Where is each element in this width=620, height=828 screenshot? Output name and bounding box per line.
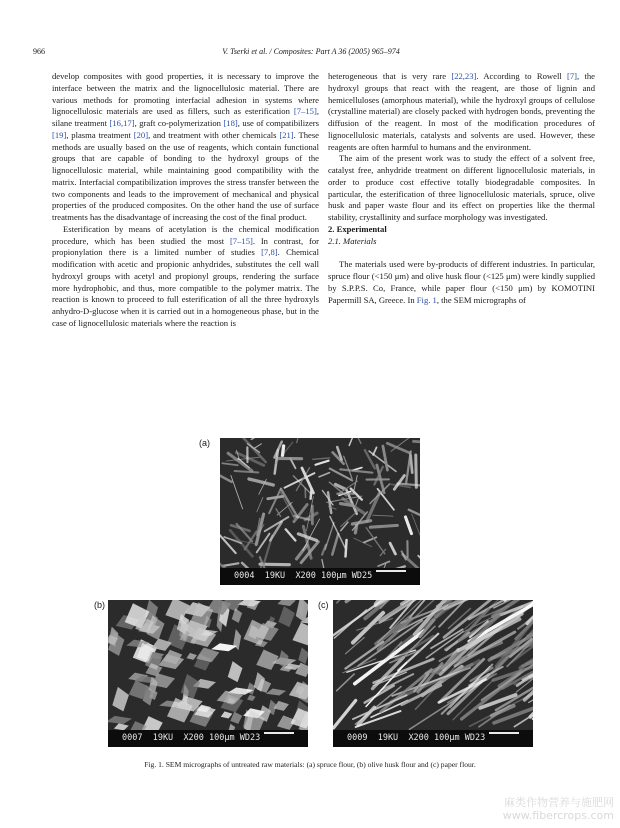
section-heading: 2. Experimental — [328, 223, 387, 234]
particle-shape — [295, 663, 308, 677]
subsection-heading: 2.1. Materials — [328, 235, 377, 246]
particle-shape — [232, 608, 242, 623]
particle-shape — [112, 687, 129, 712]
running-title: V. Tserki et al. / Composites: Part A 36 (2005) 965–974 — [222, 47, 400, 56]
fibre-shape — [322, 560, 328, 568]
fibre-shape — [431, 629, 463, 648]
particle-shape — [247, 695, 256, 701]
panel-label: (b) — [94, 600, 105, 610]
right-column — [328, 71, 595, 306]
particle-shape — [228, 661, 243, 682]
fibre-shape — [319, 473, 329, 477]
particle-shape — [298, 647, 308, 664]
watermark: 麻类作物营养与施肥网 www.fibercrops.com — [502, 796, 614, 822]
citation-link[interactable]: [20] — [133, 129, 149, 140]
fibre-shape — [337, 674, 354, 691]
fibre-shape — [286, 529, 296, 540]
particle-shape — [221, 711, 233, 718]
fibre-shape — [248, 444, 260, 453]
particle-shape — [244, 620, 270, 646]
panel-label: (a) — [199, 438, 210, 448]
fibre-shape — [416, 455, 417, 487]
micrograph-texture — [333, 600, 533, 730]
paragraph: heterogeneous that is very rare [22,23]. According to Rowell [7], the hydroxyl groups that react with the reagent, are those of lignin and hemicelluloses (amorphous material), while the hydroxyl groups of cellulose (crystalline material) are closely packed with hydrogen bonds, preventing the diffusion of the reagent. In most of the modification procedures of lignocellulosic materials, catalysts and solvents are used. However, these reagents are often harmful to humans and the environment. — [328, 71, 595, 152]
fibre-shape — [409, 510, 420, 524]
fibre-shape — [268, 496, 283, 498]
fibre-shape — [222, 463, 237, 465]
fibre-shape — [220, 467, 232, 482]
fibre-shape — [367, 493, 380, 521]
fibre-shape — [316, 461, 329, 465]
citation-link[interactable]: [22,23] — [451, 71, 477, 81]
fibre-shape — [257, 497, 263, 511]
micrograph-scalebar: 0009 19KU X200 100μm WD23 — [333, 730, 533, 747]
citation-link[interactable]: [19] — [52, 129, 67, 140]
fibre-shape — [249, 479, 273, 485]
fibre-shape — [283, 446, 284, 455]
citation-link[interactable]: [18] — [223, 118, 238, 128]
fibre-shape — [337, 600, 373, 603]
fibre-shape — [390, 543, 395, 554]
scale-bar — [264, 732, 294, 734]
particle-shape — [277, 600, 295, 606]
citation-link[interactable]: [7–15] — [293, 106, 317, 117]
fibre-shape — [405, 517, 411, 534]
fibre-shape — [235, 471, 259, 472]
fibre-shape — [254, 444, 261, 449]
citation-link[interactable]: [7] — [567, 71, 578, 81]
fibre-shape — [353, 695, 407, 719]
fibre-shape — [530, 681, 533, 717]
particle-shape — [256, 649, 278, 669]
left-column — [52, 71, 319, 330]
fibre-shape — [301, 542, 318, 563]
fibre-shape — [325, 523, 334, 550]
fibre-shape — [373, 515, 393, 516]
particle-shape — [129, 721, 146, 730]
fibre-shape — [222, 563, 238, 566]
particle-shape — [278, 606, 295, 627]
scale-bar — [376, 570, 406, 572]
sem-micrograph-c — [333, 600, 533, 747]
particle-shape — [290, 708, 308, 729]
fibre-shape — [330, 516, 345, 547]
page-number: 966 — [33, 47, 45, 56]
paragraph: The materials used were by-products of different industries. In particular, spruce flour (<150 μm) and olive husk flour (<125 μm) were kindly supplied by S.P.P.S. Co, France, while paper flour (<150 μm) by KOMOTINI Papermill SA, Greece. In Fig. 1, the SEM micrographs of — [328, 259, 595, 305]
fibre-shape — [370, 525, 397, 527]
paragraph: develop composites with good properties, it is necessary to improve the interface between the matrix and the lignocellulosic material. There are various methods for promoting interfacial adhesion in systems where lignocellulosic materials are used as fillers, such as esterification [7–15], silane treatment [16,17], graft co-polymerization [18], use of compatibilizers [19], plasma treatment [20], and treatment with other chemicals [21]. These methods are usually based on the use of reagents, which contain functional groups that are capable of bonding to the hydroxyl groups of the lignocellulosic material, while maintaining good compatibility with the matrix. Interfacial compatibilization improves the stress transfer between the two components and leads to the improvement of mechanical and physical properties of the produced composites. On the other hand the use of surface treatments has the disadvantage of increasing the cost of the final product. — [52, 71, 319, 222]
sem-micrograph-b — [108, 600, 308, 747]
fibre-shape — [418, 556, 420, 568]
fibre-shape — [406, 451, 411, 483]
paragraph: The aim of the present work was to study the effect of a solvent free, catalyst free, anhydride treatment on different lignocellulosic materials, in order to produce cost effective totally biodegradable composites. In particular, the esterification of three lignocellulosic materials, spruce, olive husk and paper waste flour and its effect on properties like the thermal stability, crystallinity and surface morphology was investigated. — [328, 153, 595, 222]
panel-label: (c) — [318, 600, 329, 610]
fibre-shape — [231, 475, 243, 508]
micrograph-scalebar: 0007 19KU X200 100μm WD23 — [108, 730, 308, 747]
running-header — [33, 47, 589, 59]
micrograph-texture — [108, 600, 308, 730]
fibre-shape — [394, 475, 404, 489]
fibre-shape — [269, 489, 281, 514]
fibre-shape — [231, 525, 249, 531]
fibre-shape — [356, 497, 359, 505]
fibre-shape — [333, 700, 355, 727]
fibre-shape — [412, 514, 420, 544]
fibre-shape — [387, 443, 410, 453]
fibre-shape — [414, 441, 420, 442]
citation-link[interactable]: [16,17] — [109, 118, 135, 128]
sem-micrograph-a — [220, 438, 420, 585]
fibre-shape — [281, 489, 298, 517]
particle-shape — [292, 622, 308, 645]
citation-link[interactable]: [7–15] — [229, 235, 253, 246]
figure-link[interactable]: Fig. 1 — [416, 294, 437, 305]
particle-shape — [230, 712, 242, 724]
particle-shape — [114, 723, 129, 730]
fibre-shape — [332, 534, 338, 555]
citation-link[interactable]: [7,8] — [261, 247, 278, 258]
paragraph: Esterification by means of acetylation is the chemical modification procedure, which has been studied the most [7–15]. In contrast, for propionylation there is a limited number of studies [7,8]. Chemical modification with acetic and propionic anhydrides, substitutes the cell wall hydroxyl groups with acetyl and propionyl groups, rendering the surface more hydrophobic, and thus, more compatible to the polymer matrix. The reaction is known to proceed to full esterification of all the three hydroxyls anhydro-D-glucose when it is carried out in a homogeneous phase, but in the case of lignocellulosic materials where the reaction is — [52, 223, 319, 328]
citation-link[interactable]: [21] — [279, 129, 294, 140]
fibre-shape — [297, 438, 302, 443]
fibre-shape — [365, 686, 394, 703]
scale-bar — [489, 732, 519, 734]
fibre-shape — [251, 438, 271, 439]
particle-shape — [278, 650, 289, 668]
particle-shape — [187, 653, 197, 660]
micrograph-scalebar: 0004 19KU X200 100μm WD25 — [220, 568, 420, 585]
fibre-shape — [313, 458, 330, 459]
micrograph-texture — [220, 438, 420, 568]
fibre-shape — [344, 456, 352, 478]
particle-shape — [108, 716, 132, 724]
fibre-shape — [378, 561, 389, 566]
particle-shape — [266, 689, 286, 696]
figure-caption: Fig. 1. SEM micrographs of untreated raw materials: (a) spruce flour, (b) olive husk flour and (c) paper flour. — [144, 760, 476, 769]
